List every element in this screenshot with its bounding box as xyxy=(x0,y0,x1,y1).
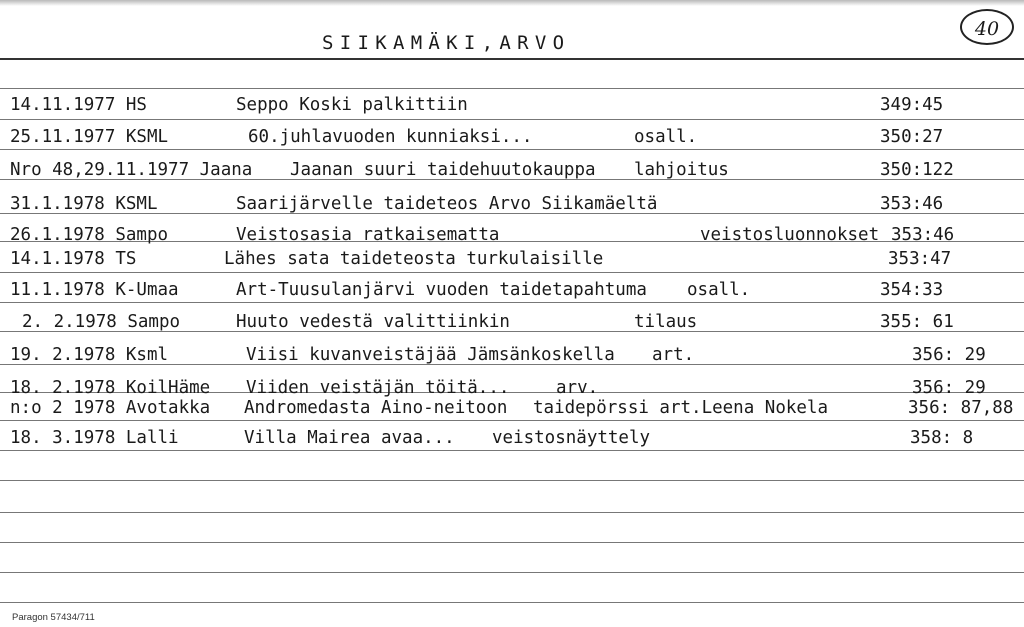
entry-source: Nro 48,29.11.1977 Jaana xyxy=(10,160,253,180)
card-title: SIIKAMÄKI,ARVO xyxy=(322,32,571,54)
entry-title: Viisi kuvanveistäjää Jämsänkoskella xyxy=(246,345,615,365)
entry-title: Seppo Koski palkittiin xyxy=(236,95,468,115)
ruled-line xyxy=(0,512,1024,513)
entry-row xyxy=(0,428,1024,458)
entry-source: 19. 2.1978 Ksml xyxy=(10,345,169,365)
entry-note: veistosnäyttely xyxy=(492,428,651,448)
entry-source: 25.11.1977 KSML xyxy=(10,127,169,147)
entry-ref: 358: 8 xyxy=(910,428,974,448)
entry-note: tilaus xyxy=(634,312,698,332)
entry-title: Villa Mairea avaa... xyxy=(244,428,455,448)
ruled-line xyxy=(0,602,1024,603)
entry-source: 2. 2.1978 Sampo xyxy=(22,312,181,332)
entry-title: 60.juhlavuoden kunniaksi... xyxy=(248,127,533,147)
entry-title: Veistosasia ratkaisematta xyxy=(236,225,500,245)
card-footer: Paragon 57434/711 xyxy=(12,612,95,623)
entry-row xyxy=(0,398,1024,428)
ruled-line xyxy=(0,480,1024,481)
entry-source: 18. 2.1978 KoilHäme xyxy=(10,378,211,398)
entry-ref: 356: 29 xyxy=(912,378,986,398)
entry-source: 26.1.1978 Sampo xyxy=(10,225,169,245)
entry-title: Viiden veistäjän töitä... xyxy=(246,378,510,398)
entry-note: lahjoitus xyxy=(634,160,729,180)
entry-ref: 356: 29 xyxy=(912,345,986,365)
entry-ref: 354:33 xyxy=(880,280,944,300)
header-rule xyxy=(0,58,1024,60)
entry-source: 31.1.1978 KSML xyxy=(10,194,158,214)
entry-title: Huuto vedestä valittiinkin xyxy=(236,312,510,332)
entry-row xyxy=(0,160,1024,190)
entry-row xyxy=(0,345,1024,375)
entry-title: Art-Tuusulanjärvi vuoden taidetapahtuma xyxy=(236,280,647,300)
entry-title: Saarijärvelle taideteos Arvo Siikamäeltä xyxy=(236,194,658,214)
entry-ref: 353:46 xyxy=(880,194,944,214)
entry-title: Lähes sata taideteosta turkulaisille xyxy=(224,249,604,269)
entry-ref: 356: 87,88 xyxy=(908,398,1014,418)
entry-note: arv. xyxy=(556,378,599,398)
entry-row xyxy=(0,95,1024,125)
ruled-line xyxy=(0,88,1024,89)
entry-row xyxy=(0,312,1024,342)
entry-note: veistosluonnokset xyxy=(700,225,880,245)
entry-source: 11.1.1978 K-Umaa xyxy=(10,280,179,300)
entry-title: Andromedasta Aino-neitoon xyxy=(244,398,508,418)
entry-ref: 353:47 xyxy=(888,249,952,269)
entry-source: n:o 2 1978 Avotakka xyxy=(10,398,211,418)
scan-edge xyxy=(0,0,1024,6)
ruled-line xyxy=(0,542,1024,543)
entry-row xyxy=(0,280,1024,310)
entry-ref: 349:45 xyxy=(880,95,944,115)
entry-note: osall. xyxy=(634,127,698,147)
entry-row xyxy=(0,249,1024,279)
entry-note: osall. xyxy=(687,280,751,300)
entry-ref: 350:122 xyxy=(880,160,954,180)
entry-ref: 353:46 xyxy=(891,225,955,245)
ruled-line xyxy=(0,572,1024,573)
card-number-circle: 40 xyxy=(960,9,1014,45)
entry-source: 18. 3.1978 Lalli xyxy=(10,428,179,448)
entry-title: Jaanan suuri taidehuutokauppa xyxy=(290,160,596,180)
entry-source: 14.1.1978 TS xyxy=(10,249,137,269)
entry-row xyxy=(0,194,1024,224)
entry-row xyxy=(0,127,1024,157)
entry-ref: 350:27 xyxy=(880,127,944,147)
entry-ref: 355: 61 xyxy=(880,312,954,332)
entry-note: art. xyxy=(652,345,695,365)
entry-note: taidepörssi art.Leena Nokela xyxy=(533,398,829,418)
entry-source: 14.11.1977 HS xyxy=(10,95,147,115)
